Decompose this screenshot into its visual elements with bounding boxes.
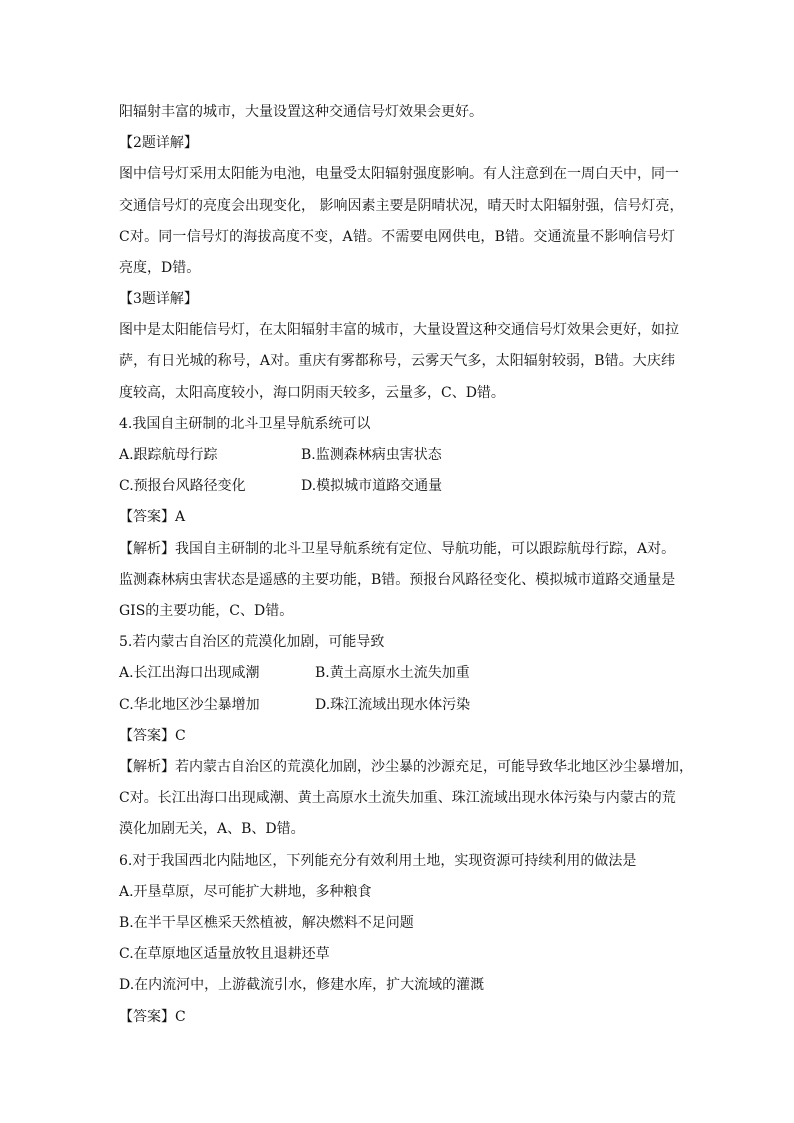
option-a: A.跟踪航母行踪 [119, 447, 218, 463]
text-line: C对。同一信号灯的海拔高度不变，A错。不需要电网供电，B错。交通流量不影响信号灯 [119, 229, 675, 245]
option-b: B.黄土高原水土流失加重 [315, 665, 470, 681]
explanation-line: 漠化加剧无关，A、B、D错。 [119, 821, 305, 837]
text-line: 交通信号灯的亮度会出现变化， 影响因素主要是阴晴状况，晴天时太阳辐射强，信号灯亮， [119, 198, 684, 214]
option-a: A.开垦草原，尽可能扩大耕地，多种粮食 [119, 884, 372, 900]
text-line: 阳辐射丰富的城市，大量设置这种交通信号灯效果会更好。 [119, 104, 483, 120]
section-heading-q3: 【3题详解】 [119, 291, 198, 307]
text-line: 萨，有日光城的称号，A对。重庆有雾都称号，云雾天气多，太阳辐射较弱，B错。大庆纬 [119, 353, 675, 369]
explanation-line: C对。长江出海口出现咸潮、黄土高原水土流失加重、珠江流域出现水体污染与内蒙古的荒 [119, 790, 676, 806]
question-6: 6.对于我国西北内陆地区，下列能充分有效利用土地，实现资源可持续利用的做法是 [119, 853, 637, 869]
option-c: C.华北地区沙尘暴增加 [119, 697, 260, 713]
question-5: 5.若内蒙古自治区的荒漠化加剧，可能导致 [119, 634, 385, 650]
explanation-line: 监测森林病虫害状态是遥感的主要功能，B错。预报台风路径变化、模拟城市道路交通量是 [119, 572, 676, 588]
option-d: D.在内流河中，上游截流引水，修建水库，扩大流域的灌溉 [119, 977, 485, 993]
text-line: 度较高，太阳高度较小，海口阴雨天较多，云量多，C、D错。 [119, 385, 505, 401]
option-d: D.模拟城市道路交通量 [301, 478, 443, 494]
option-b: B.监测森林病虫害状态 [301, 447, 442, 463]
text-line: 亮度，D错。 [119, 260, 201, 276]
option-a: A.长江出海口出现咸潮 [119, 665, 260, 681]
explanation-line: 【解析】我国自主研制的北斗卫星导航系统有定位、导航功能，可以跟踪航母行踪，A对。 [119, 541, 676, 557]
option-b: B.在半干旱区樵采天然植被，解决燃料不足问题 [119, 915, 414, 931]
answer: 【答案】C [119, 1009, 186, 1025]
option-d: D.珠江流域出现水体污染 [315, 697, 471, 713]
section-heading-q2: 【2题详解】 [119, 135, 198, 151]
text-line: 图中信号灯采用太阳能为电池，电量受太阳辐射强度影响。有人注意到在一周白天中，同一 [119, 166, 679, 182]
answer: 【答案】A [119, 509, 186, 525]
answer: 【答案】C [119, 728, 186, 744]
explanation-line: GIS的主要功能，C、D错。 [119, 603, 294, 619]
option-c: C.预报台风路径变化 [119, 478, 246, 494]
explanation-line: 【解析】若内蒙古自治区的荒漠化加剧，沙尘暴的沙源充足，可能导致华北地区沙尘暴增加， [119, 759, 693, 775]
text-line: 图中是太阳能信号灯，在太阳辐射丰富的城市，大量设置这种交通信号灯效果会更好，如拉 [119, 322, 679, 338]
question-4: 4.我国自主研制的北斗卫星导航系统可以 [119, 416, 371, 432]
option-c: C.在草原地区适量放牧且退耕还草 [119, 946, 330, 962]
